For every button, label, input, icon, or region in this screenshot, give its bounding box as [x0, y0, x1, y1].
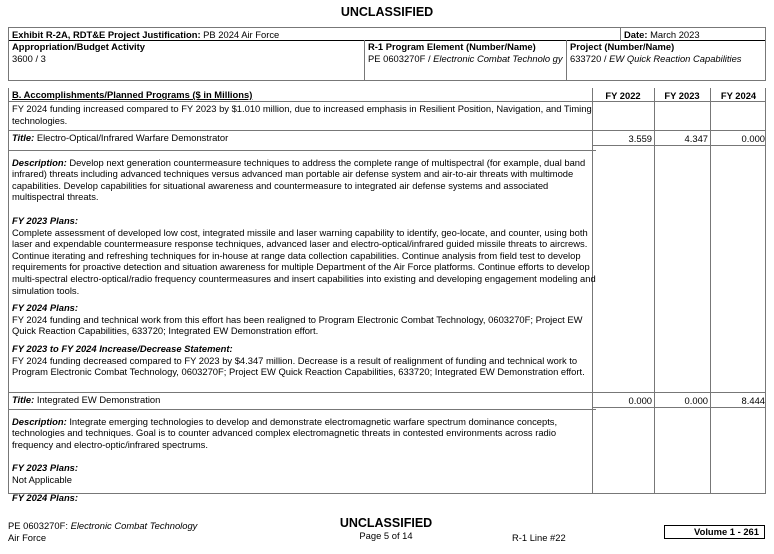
item-title: Electro-Optical/Infrared Warfare Demonstrator	[36, 132, 229, 143]
value-fy2022: 0.000	[628, 395, 652, 406]
fy24-label: FY 2024 Plans:	[12, 302, 79, 314]
desc-label: Description:	[12, 156, 67, 168]
footer-classification: UNCLASSIFIED	[339, 516, 433, 530]
project-name: EW Quick Reaction Capabilities	[609, 52, 742, 64]
page-number: Page 5 of 14	[359, 529, 413, 541]
delta-label: FY 2023 to FY 2024 Increase/Decrease Statement:	[12, 342, 233, 354]
footer-pe: PE 0603270F:	[8, 520, 68, 531]
date-value: March 2023	[650, 29, 700, 40]
classification-header: UNCLASSIFIED	[340, 5, 434, 19]
fy23-plans: Complete assessment of developed low cost, integrated missile and laser warning capability to identify, geo-locate, and counter, using both laser and expendable countermeasure response techniques, advanced laser and electro-optical/infrared guided missile threats to aircrews. Continue iterating and refreshing techniques for in-house at range data collection capabilities. Continue analysis from field test to develop requirements for proactive detection and situation awareness for multiple Department of the Air Force platforms. Continue efforts to develop multi-spectral electro-optical/radio frequency countermeasures and insert capabilities into existing and developing engagement modeling and simulation tools.	[12, 226, 596, 296]
r1-line: R-1 Line #22	[512, 532, 566, 543]
volume-box: Volume 1 - 261	[664, 525, 765, 539]
value-fy2024: 0.000	[741, 133, 765, 144]
funding-summary: FY 2024 funding increased compared to FY 2023 by $1.010 million, due to increased emphasis in Resilient Position, Navigation, and Timing technologies.	[12, 103, 592, 126]
section-title: B. Accomplishments/Planned Programs ($ in Millions)	[12, 89, 253, 100]
col-fy2024: FY 2024	[720, 90, 757, 101]
identification-row: Appropriation/Budget Activity 3600 / 3 R-1 Program Element (Number/Name) PE 0603270F / Electronic Combat Technolo gy Project (Number/Name) 633720 / EW Quick Reaction Capabilities	[8, 40, 766, 81]
value-fy2023: 4.347	[684, 133, 708, 144]
project-label: Project (Number/Name)	[570, 41, 675, 52]
fy24-label: FY 2024 Plans:	[12, 491, 79, 503]
item-title: Integrated EW Demonstration	[36, 394, 161, 405]
exhibit-label: Exhibit R-2A, RDT&E Project Justification:	[12, 29, 201, 40]
accomplishments-table	[8, 88, 766, 503]
table-row	[9, 393, 765, 503]
pe-name: Electronic Combat Technolo gy	[433, 52, 563, 64]
footer-org: Air Force	[8, 531, 47, 543]
exhibit-value: PB 2024 Air Force	[203, 29, 280, 40]
fy23-plans: Not Applicable	[12, 473, 72, 485]
title-label: Title:	[12, 132, 35, 143]
delta-statement: FY 2024 funding decreased compared to FY 2023 by $4.347 million. Decrease is a result of realignment of funding and technical work to Program Electronic Combat Technology, 0603270F; Project EW Quick Reaction Capabilities, 633720; Integrated EW Demonstration effort.	[12, 354, 585, 378]
title-label: Title:	[12, 394, 35, 405]
value-fy2024: 8.444	[741, 395, 765, 406]
item-description: Develop next generation countermeasure techniques to address the complete range of multispectral (for example, dual band infrared) threats including advanced techniques versus advanced man portable air defense system and air-to-air threats with multimode capabilities. Develop capabilities for situational awareness and countermeasure to integrated air defense systems and associated multispectral threats.	[12, 156, 586, 203]
pe-label: R-1 Program Element (Number/Name)	[368, 41, 536, 52]
fy24-plans: FY 2024 funding and technical work from this effort has been realigned to Program Electronic Combat Technology, 0603270F; Project EW Quick Reaction Capabilities, 633720; Integrated EW Demonstration effort.	[12, 313, 583, 337]
project-number: 633720	[570, 52, 602, 64]
value-fy2022: 3.559	[628, 133, 652, 144]
fy23-label: FY 2023 Plans:	[12, 214, 79, 226]
pe-number: PE 0603270F	[368, 52, 426, 64]
footer-pe-name: Electronic Combat Technology	[70, 520, 198, 531]
date-label: Date:	[624, 29, 648, 40]
fy23-label: FY 2023 Plans:	[12, 462, 79, 474]
desc-label: Description:	[12, 415, 67, 427]
col-fy2023: FY 2023	[664, 90, 700, 101]
value-fy2023: 0.000	[684, 395, 708, 406]
approp-label: Appropriation/Budget Activity	[12, 41, 145, 52]
exhibit-row	[8, 27, 766, 41]
approp-value: 3600 / 3	[12, 52, 46, 64]
col-fy2022: FY 2022	[605, 90, 641, 101]
item-description: Integrate emerging technologies to develop and demonstrate electromagnetic warfare spectrum dominance concepts, technologies and techniques. Goal is to counter advanced complex electromagnetic threats in contested environments across radio frequency and electro-optic/infrared spectrums.	[12, 415, 558, 450]
table-row	[9, 131, 765, 393]
